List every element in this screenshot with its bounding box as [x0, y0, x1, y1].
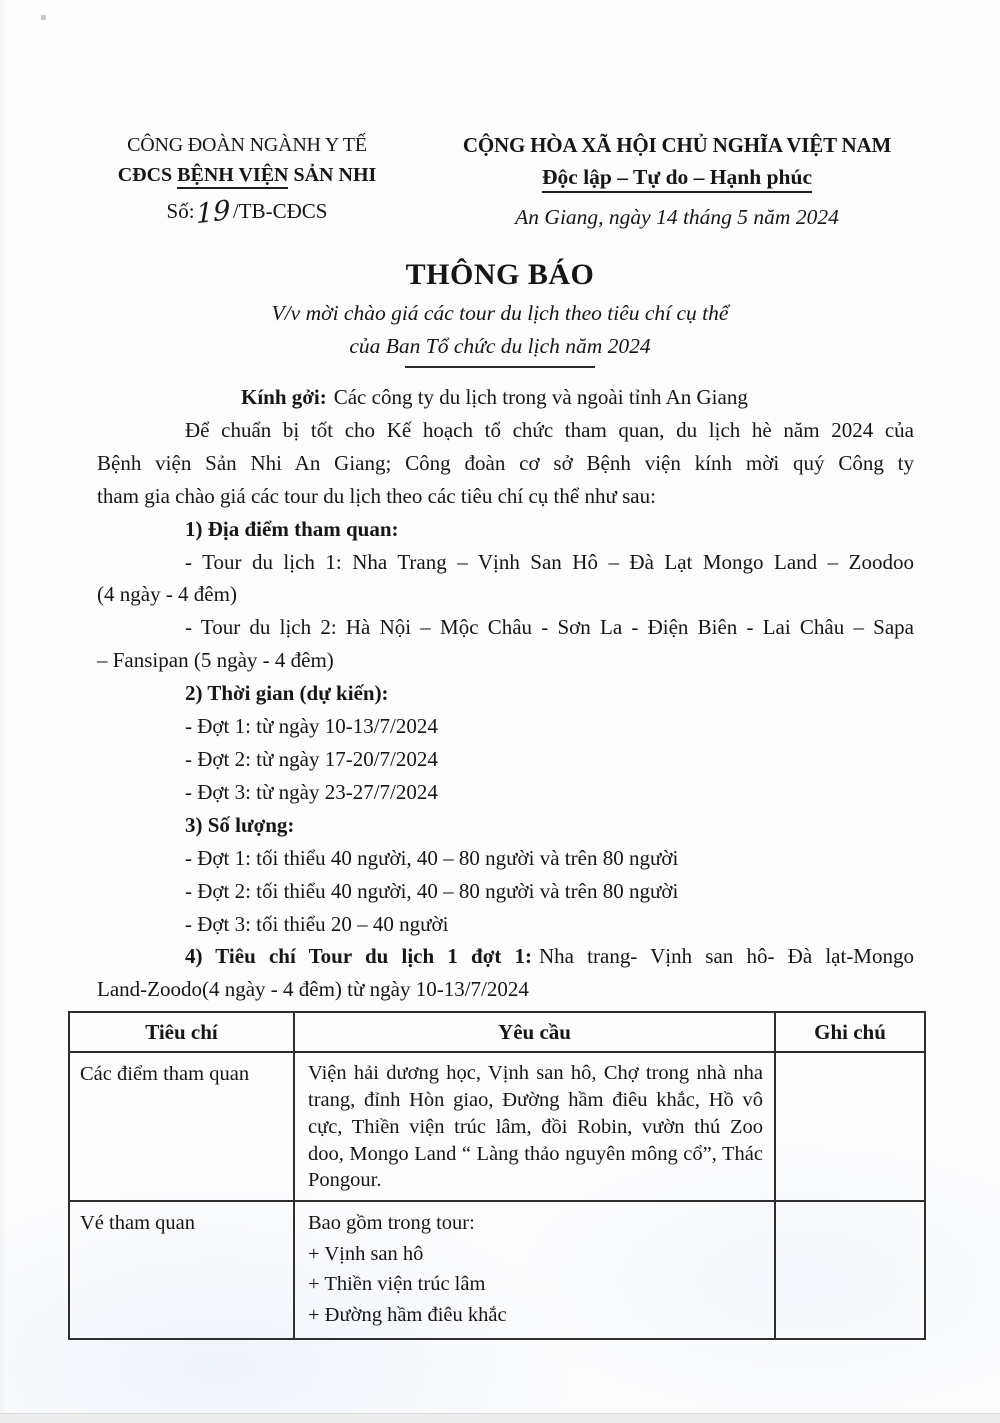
salutation-label: Kính gởi:: [241, 385, 327, 409]
place-and-date: An Giang, ngày 14 tháng 5 năm 2024: [515, 205, 839, 229]
tour2-line1: - Tour du lịch 2: Hà Nội – Mộc Châu - Sơn La - Điện Biên - Lai Châu – Sapa: [185, 615, 914, 640]
scan-edge-strip: [0, 1413, 1000, 1423]
tour1-line1: - Tour du lịch 1: Nha Trang – Vịnh San Hô – Đà Lạt Mongo Land – Zoodoo: [185, 549, 914, 574]
document-number-handwritten: 19: [195, 194, 231, 231]
cell-note: [775, 1201, 925, 1339]
cell-criteria: Các điểm tham quan: [69, 1052, 294, 1201]
cell-requirement: [294, 1201, 775, 1339]
section4-text: Nha trang- Vịnh san hô- Đà lạt-Mongo: [539, 944, 914, 969]
section2-heading: 2) Thời gian (dự kiến):: [185, 681, 389, 706]
issuer-unit-suffix: SẢN NHI: [293, 164, 377, 186]
section4-line1: [97, 940, 914, 973]
table-row: [69, 1052, 925, 1201]
table-row: [69, 1201, 925, 1339]
requirement-line: Bao gồm trong tour:: [308, 1212, 475, 1235]
national-motto-line1: CỘNG HÒA XÃ HỘI CHỦ NGHĨA VIỆT NAM: [462, 133, 892, 157]
salutation-text: Các công ty du lịch trong và ngoài tỉnh An Giang: [333, 385, 748, 409]
section4-line2: Land-Zoodo(4 ngày - 4 đêm) từ ngày 10-13/7/2024: [97, 977, 529, 1002]
section4-label: 4) Tiêu chí Tour du lịch 1 đợt 1:: [185, 944, 533, 969]
cell-note: [775, 1052, 925, 1201]
cell-requirement: Viện hải dương học, Vịnh san hô, Chợ trong nhà nha trang, đỉnh Hòn giao, Đường hầm điêu khắc, Hồ vô cực, Thiền viện trúc lâm, đồi Robin, vườn thú Zoo doo, Mongo Land “ Làng thảo nguyên mông cổ”, Thác Pongour.: [294, 1052, 775, 1201]
title-block: [0, 257, 1000, 368]
document-number-suffix: /TB-CĐCS: [232, 199, 328, 223]
section2-item: - Đợt 1: từ ngày 10-13/7/2024: [185, 714, 438, 739]
section1-heading: 1) Địa điểm tham quan:: [185, 516, 399, 541]
intro-line2: Bệnh viện Sản Nhi An Giang; Công đoàn cơ sở Bệnh viện kính mời quý Công ty: [97, 450, 914, 475]
section2-item: - Đợt 3: từ ngày 23-27/7/2024: [185, 779, 438, 804]
table-header-row: [69, 1012, 925, 1052]
criteria-table: [68, 1011, 926, 1340]
scan-artifact-dot: [41, 15, 46, 20]
issuer-unit-prefix: CĐCS: [117, 164, 173, 186]
issuer-block: [94, 130, 400, 232]
table-header-note: Ghi chú: [775, 1012, 925, 1052]
table-header-requirement: Yêu cầu: [294, 1012, 775, 1052]
requirement-line: + Đường hầm điêu khắc: [308, 1303, 507, 1326]
subtitle-line1: V/v mời chào giá các tour du lịch theo tiêu chí cụ thể: [271, 301, 729, 325]
document-title: THÔNG BÁO: [405, 258, 595, 291]
document-number-label: Số:: [166, 199, 195, 223]
section3-heading: 3) Số lượng:: [185, 812, 295, 837]
issuer-unit-underlined: BỆNH VIỆN: [177, 164, 288, 189]
requirement-line: + Thiền viện trúc lâm: [308, 1273, 486, 1296]
tour1-line2: (4 ngày - 4 đêm): [97, 582, 237, 607]
document-body: [0, 368, 1000, 1006]
document-header: [0, 0, 1000, 232]
document-number: [94, 194, 400, 230]
section3-item: - Đợt 3: tối thiểu 20 – 40 người: [185, 911, 449, 936]
requirement-line: + Vịnh san hô: [308, 1242, 424, 1265]
issuer-name: CÔNG ĐOÀN NGÀNH Y TẾ: [127, 134, 367, 156]
section3-item: - Đợt 2: tối thiểu 40 người, 40 – 80 người và trên 80 người: [185, 878, 679, 903]
intro-line3: tham gia chào giá các tour du lịch theo các tiêu chí cụ thể như sau:: [97, 483, 656, 508]
subtitle-line2: của Ban Tổ chức du lịch năm 2024: [349, 334, 651, 358]
salutation-line: [97, 381, 914, 414]
national-header-block: [434, 130, 920, 232]
issuer-unit: [94, 160, 400, 190]
document-subtitle: [0, 297, 1000, 363]
cell-criteria: Vé tham quan: [69, 1201, 294, 1339]
table-header-criteria: Tiêu chí: [69, 1012, 294, 1052]
tour2-line2: – Fansipan (5 ngày - 4 đêm): [97, 648, 334, 673]
national-motto-underlined: Độc lập – Tự do – Hạnh phúc: [542, 165, 812, 193]
national-motto-line2: [434, 162, 920, 192]
section2-item: - Đợt 2: từ ngày 17-20/7/2024: [185, 746, 438, 771]
intro-line1: Để chuẩn bị tốt cho Kế hoạch tổ chức tham quan, du lịch hè năm 2024 của: [185, 417, 914, 442]
section3-item: - Đợt 1: tối thiểu 40 người, 40 – 80 người và trên 80 người: [185, 845, 679, 870]
